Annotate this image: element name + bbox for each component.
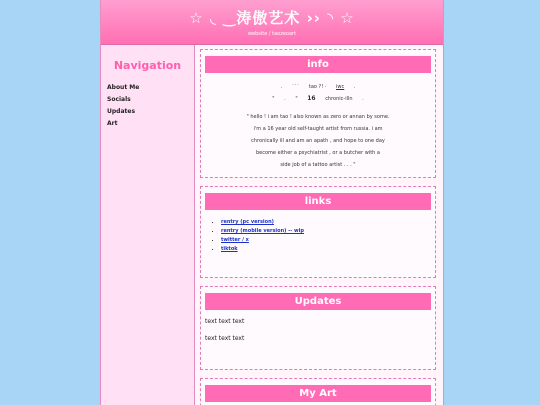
info-text: " [272, 96, 275, 102]
links-list [205, 218, 431, 254]
main-content [200, 49, 436, 405]
list-item [221, 236, 431, 245]
info-heading: info [205, 56, 431, 73]
site-title: ☆ ◟ ‿涛傲艺术 ›› ◝ ☆ [189, 9, 355, 27]
updates-box [200, 286, 436, 370]
info-text: . [362, 96, 364, 102]
site-header [101, 0, 443, 45]
info-line-2 [205, 93, 431, 105]
page-container [100, 0, 444, 405]
bio-line: become either a psychiatrist , or a butcher with a [256, 150, 380, 156]
bio-line: side job of a tattoo artist . . . " [280, 162, 356, 168]
bio-line: " hello ! i am tao ! also known as zero or annan by some. [246, 114, 390, 120]
art-box [200, 378, 436, 405]
site-subtitle: website / taozeoart [247, 31, 297, 37]
list-item [221, 227, 431, 236]
info-line-1 [205, 81, 431, 93]
nav-item-updates[interactable]: Updates [107, 108, 136, 115]
links-box [200, 186, 436, 278]
link-rentry-pc[interactable]: rentry (pc version) [221, 219, 274, 225]
link-rentry-mobile[interactable]: rentry (mobile version) -- wip [221, 228, 304, 234]
info-condition: chronic-illn [325, 96, 353, 102]
art-heading: My Art [205, 385, 431, 402]
link-tiktok[interactable]: tiktok [221, 246, 238, 252]
nav-item-art[interactable]: Art [107, 120, 118, 127]
nav-list [101, 84, 194, 127]
nav-item-socials[interactable]: Socials [107, 96, 131, 103]
info-tag: iwc [335, 84, 345, 90]
list-item [221, 218, 431, 227]
info-body [205, 81, 431, 171]
info-text: ˙˙˙ [291, 84, 300, 90]
bio-line: i'm a 16 year old self-taught artist from russia. i am [253, 126, 383, 132]
info-box [200, 49, 436, 178]
info-text: . [280, 84, 283, 90]
bio-line: chronically ill and am an apath , and hope to one day [251, 138, 385, 144]
info-age: 16 [307, 95, 316, 102]
nav-title: Navigation [113, 59, 182, 72]
updates-heading: Updates [205, 293, 431, 310]
link-twitter[interactable]: twitter / x [221, 237, 249, 243]
info-name: tao ?! · [308, 84, 327, 90]
sidebar [101, 45, 195, 405]
bio-text [205, 111, 431, 171]
update-entry: text text text [205, 335, 245, 342]
update-entry: text text text [205, 318, 245, 325]
nav-item-about-me[interactable]: About Me [107, 84, 140, 91]
links-heading: links [205, 193, 431, 210]
info-text: " [295, 96, 298, 102]
list-item [221, 245, 431, 254]
info-text: . [353, 84, 356, 90]
info-text: . [284, 96, 286, 102]
